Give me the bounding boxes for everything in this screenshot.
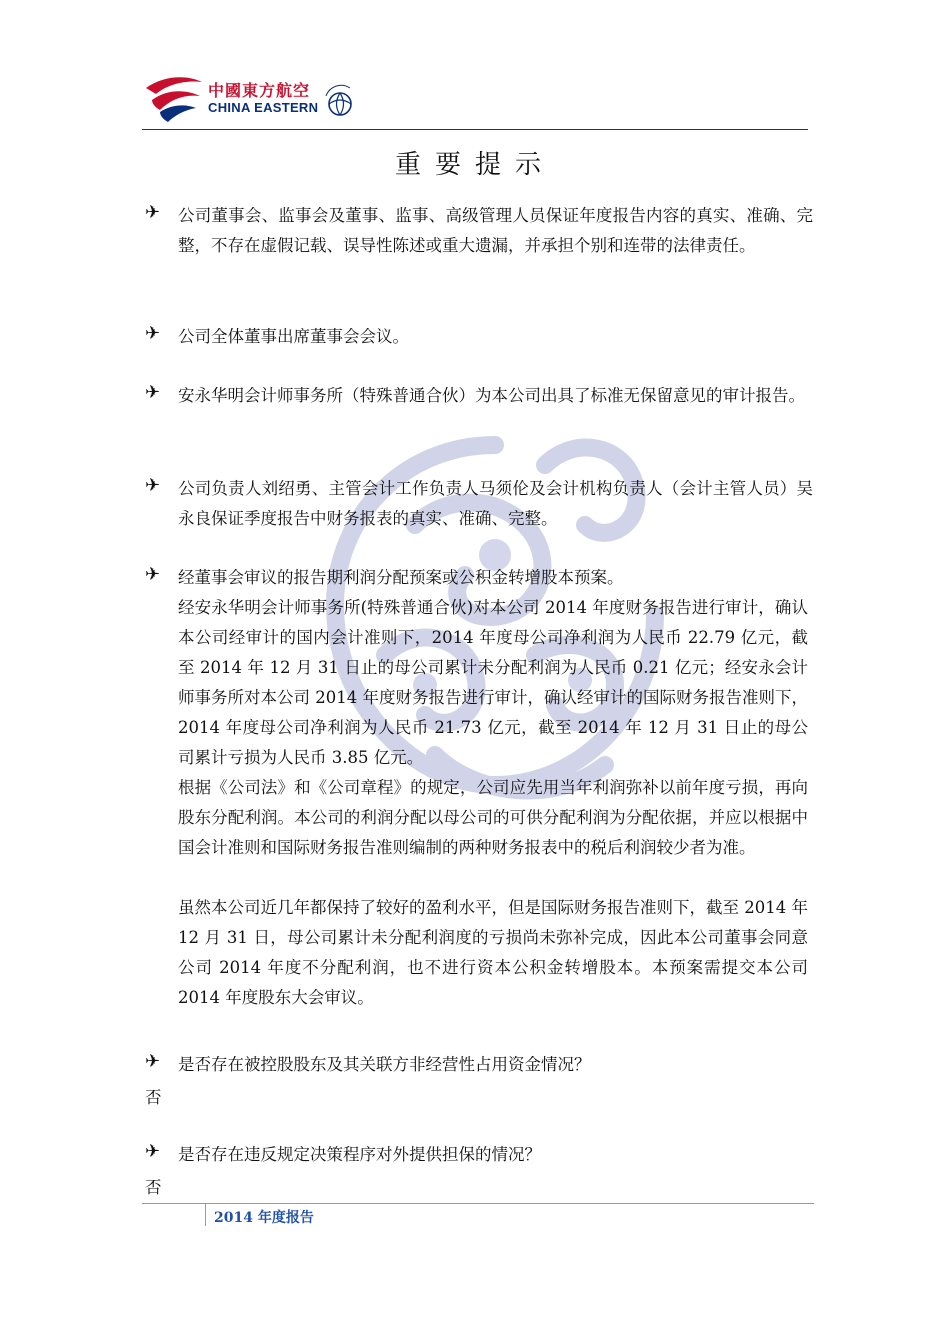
header-rule — [142, 129, 808, 130]
airplane-bullet-icon: ✈ — [145, 1141, 161, 1162]
airplane-bullet-icon: ✈ — [145, 382, 161, 403]
notice-item — [145, 1050, 813, 1080]
profit-paragraph: 经安永华明会计师事务所(特殊普通合伙)对本公司 2014 年度财务报告进行审计，确认本公司经审计的国内会计准则下，2014 年度母公司净利润为人民币 22.79 亿元，截至 2014 年 12 月 31 日止的母公司累计未分配利润为人民币 0.21 亿元；经安永会计师事务所对本公司 2014 年度财务报告进行审计，确认经审计的国际财务报告准则下，2014 年度母公司净利润为人民币 21.73 亿元，截至 2014 年 12 月 31 日止的母公司累计亏损为人民币 3.85 亿元。 — [178, 598, 808, 767]
notice-text: 经董事会审议的报告期利润分配预案或公积金转增股本预案。 — [178, 568, 624, 587]
notice-text: 安永华明会计师事务所（特殊普通合伙）为本公司出具了标准无保留意见的审计报告。 — [178, 386, 805, 405]
notice-text: 公司全体董事出席董事会会议。 — [178, 327, 409, 346]
china-eastern-logo — [142, 70, 402, 128]
notice-item — [145, 322, 813, 352]
notice-text: 是否存在违反规定决策程序对外提供担保的情况？ — [178, 1145, 541, 1164]
swallow-logo-icon — [142, 70, 204, 128]
notice-text: 公司董事会、监事会及董事、监事、高级管理人员保证年度报告内容的真实、准确、完整，不存在虚假记载、误导性陈述或重大遗漏，并承担个别和连带的法律责任。 — [178, 206, 813, 255]
notice-item — [145, 474, 813, 534]
footer-rule — [142, 1203, 814, 1204]
notice-item — [145, 563, 813, 593]
skyteam-globe-icon — [320, 82, 360, 122]
notice-text: 是否存在被控股股东及其关联方非经营性占用资金情况？ — [178, 1055, 591, 1074]
airplane-bullet-icon: ✈ — [145, 1051, 161, 1072]
profit-paragraph: 虽然本公司近几年都保持了较好的盈利水平，但是国际财务报告准则下，截至 2014 年 12 月 31 日，母公司累计未分配利润度的亏损尚未弥补完成，因此本公司董事会同意公司 2014 年度不分配利润，也不进行资本公积金转增股本。本预案需提交本公司 2014 年度股东大会审议。 — [178, 898, 808, 1007]
airplane-bullet-icon: ✈ — [145, 564, 161, 585]
footer-divider — [205, 1204, 206, 1226]
page-title: 重要提示 — [394, 150, 555, 180]
notice-text: 公司负责人刘绍勇、主管会计工作负责人马须伦及会计机构负责人（会计主管人员）吴永良保证季度报告中财务报表的真实、准确、完整。 — [178, 479, 813, 528]
footer-report-label: 2014 年度报告 — [214, 1210, 314, 1226]
airplane-bullet-icon: ✈ — [145, 323, 161, 344]
notice-item — [145, 381, 813, 411]
answer-text: 否 — [145, 1178, 162, 1197]
notice-item — [145, 201, 813, 261]
logo-chinese-name: 中國東方航空 — [208, 81, 311, 100]
airplane-bullet-icon: ✈ — [145, 475, 161, 496]
logo-english-name: CHINA EASTERN — [208, 100, 319, 115]
airplane-bullet-icon: ✈ — [145, 202, 161, 223]
profit-paragraph: 根据《公司法》和《公司章程》的规定，公司应先用当年利润弥补以前年度亏损，再向股东分配利润。本公司的利润分配以母公司的可供分配利润为分配依据，并应以根据中国会计准则和国际财务报告准则编制的两种财务报表中的税后利润较少者为准。 — [178, 778, 808, 857]
notice-item — [145, 1140, 813, 1170]
answer-text: 否 — [145, 1088, 162, 1107]
